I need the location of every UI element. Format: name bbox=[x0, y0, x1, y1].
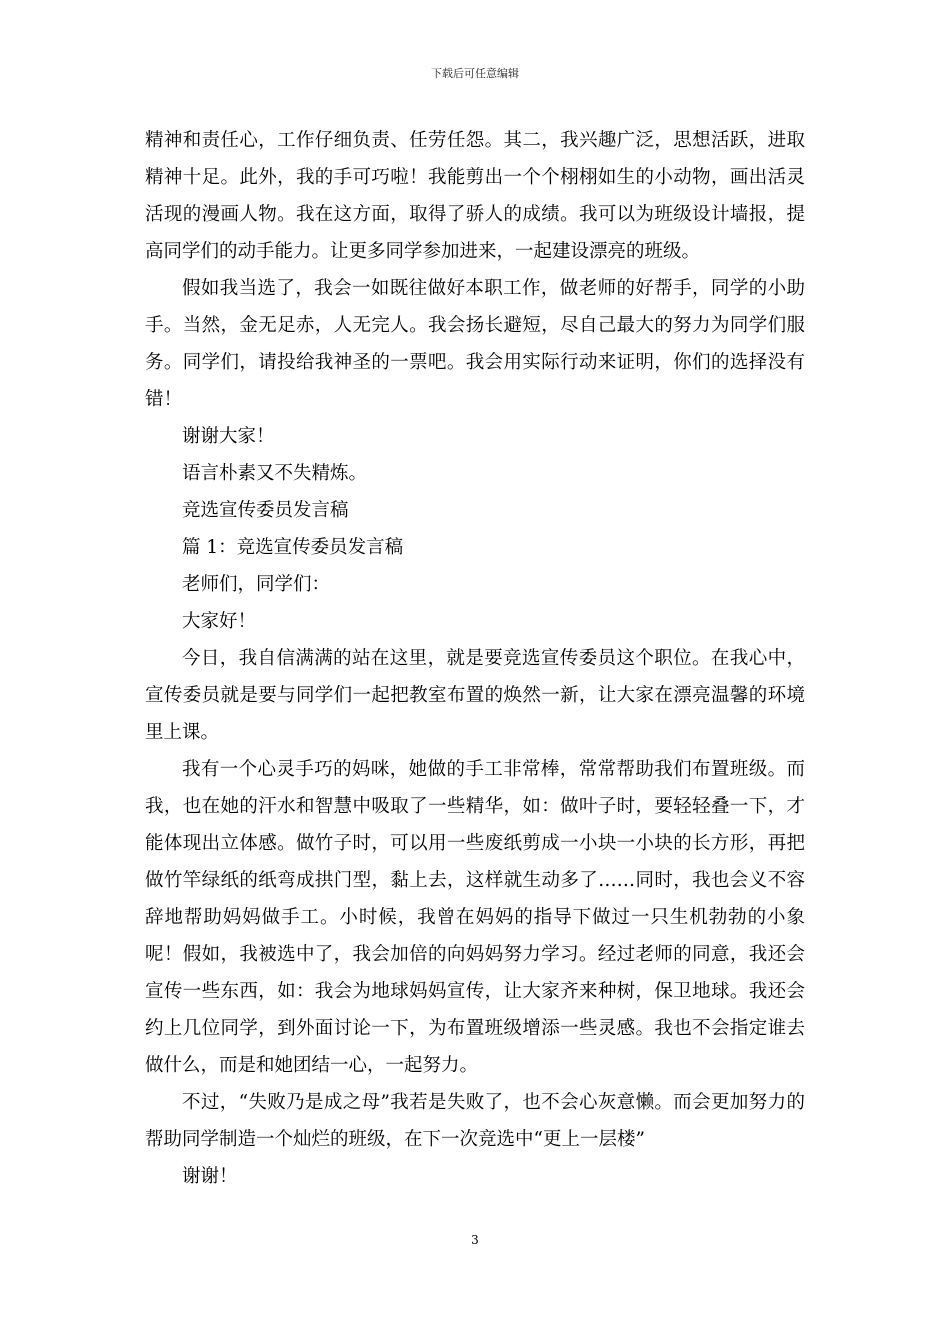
paragraph-intro: 今日，我自信满满的站在这里，就是要竞选宣传委员这个职位。在我心中，宣传委员就是要与同学们一起把教室布置的焕然一新，让大家在漂亮温馨的环境里上课。 bbox=[145, 648, 805, 743]
salutation: 老师们，同学们： bbox=[182, 574, 331, 595]
comment-line: 语言朴素又不失精炼。 bbox=[182, 463, 368, 484]
paragraph-election-promise: 假如我当选了，我会一如既往做好本职工作，做老师的好帮手，同学的小助手。当然，金无足赤，人无完人。我会扬长避短，尽自己最大的努力为同学们服务。同学们，请投给我神圣的一票吧。我会用实际行动来证明，你们的选择没有错！ bbox=[145, 278, 805, 410]
paragraph-failure: 不过，“失败乃是成之母”我若是失败了，也不会心灰意懒。而会更加努力的帮助同学制造一个灿烂的班级，在下一次竞选中“更上一层楼” bbox=[145, 1092, 805, 1150]
paragraph-continued: 精神和责任心，工作仔细负责、任劳任怨。其二，我兴趣广泛，思想活跃，进取精神十足。此外，我的手可巧啦！我能剪出一个个栩栩如生的小动物，画出活灵活现的漫画人物。我在这方面，取得了骄人的成绩。我可以为班级设计墙报，提高同学们的动手能力。让更多同学参加进来，一起建设漂亮的班级。 bbox=[145, 130, 805, 262]
closing-thanks-1: 谢谢大家！ bbox=[182, 426, 275, 447]
article-heading: 篇 1：竞选宣传委员发言稿 bbox=[182, 537, 404, 558]
greeting: 大家好！ bbox=[182, 611, 257, 632]
page-number: 3 bbox=[471, 1233, 479, 1247]
document-body bbox=[145, 122, 805, 1195]
paragraph-mother-crafts: 我有一个心灵手巧的妈咪，她做的手工非常棒，常常帮助我们布置班级。而我，也在她的汗水和智慧中吸取了一些精华，如：做叶子时，要轻轻叠一下，才能体现出立体感。做竹子时，可以用一些废纸剪成一小块一小块的长方形，再把做竹竿绿纸的纸弯成拱门型，黏上去，这样就生动多了……同时，我也会义不容辞地帮助妈妈做手工。小时候，我曾在妈妈的指导下做过一只生机勃勃的小象呢！假如，我被选中了，我会加倍的向妈妈努力学习。经过老师的同意，我还会宣传一些东西，如：我会为地球妈妈宣传，让大家齐来种树，保卫地球。我还会约上几位同学，到外面讨论一下，为布置班级增添一些灵感。我也不会指定谁去做什么，而是和她团结一心，一起努力。 bbox=[145, 759, 805, 1076]
section-title: 竞选宣传委员发言稿 bbox=[182, 500, 349, 521]
closing-thanks-2: 谢谢！ bbox=[182, 1166, 238, 1187]
page-header: 下载后可任意编辑 bbox=[431, 67, 519, 80]
